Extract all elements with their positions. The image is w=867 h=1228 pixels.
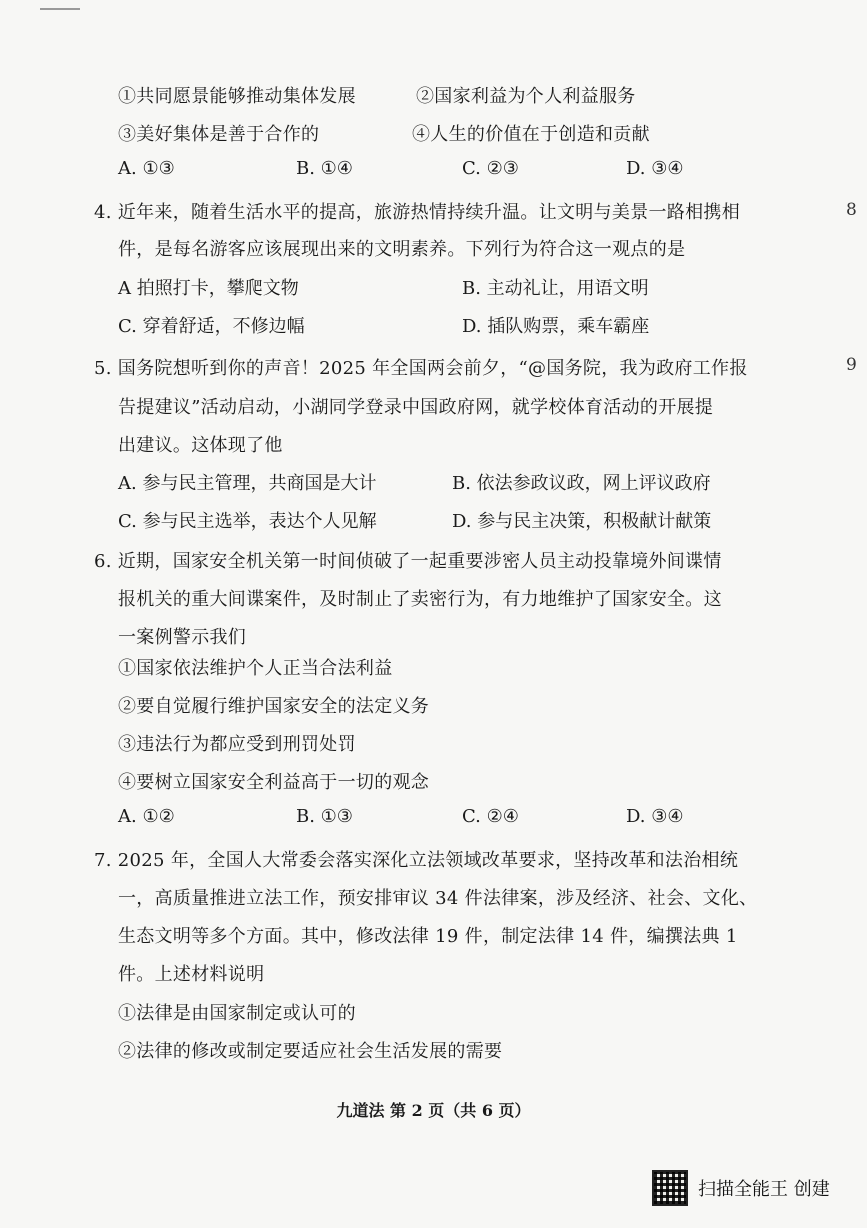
q3-item-1: ①共同愿景能够推动集体发展 <box>118 86 356 107</box>
q6-stem-line-1: 6. 近期，国家安全机关第一时间侦破了一起重要涉密人员主动投靠境外间谍情 <box>94 551 722 572</box>
q4-option-b: B. 主动礼让，用语文明 <box>462 278 649 299</box>
q3-option-b: B. ①④ <box>296 158 353 179</box>
q4-stem-line-2: 件，是每名游客应该展现出来的文明素养。下列行为符合这一观点的是 <box>118 239 686 260</box>
q4-option-c: C. 穿着舒适，不修边幅 <box>118 316 305 337</box>
q3-option-c: C. ②③ <box>462 158 519 179</box>
q7-stem-line-4: 件。上述材料说明 <box>118 964 265 985</box>
scan-edge-mark <box>40 8 80 10</box>
q3-item-3: ③美好集体是善于合作的 <box>118 124 320 145</box>
q6-item-4: ④要树立国家安全利益高于一切的观念 <box>118 772 430 793</box>
q3-option-a: A. ①③ <box>118 158 175 179</box>
q5-stem-line-2: 告提建议”活动启动，小湖同学登录中国政府网，就学校体育活动的开展提 <box>118 397 714 418</box>
q3-option-d: D. ③④ <box>626 158 684 179</box>
q6-option-b: B. ①③ <box>296 806 353 827</box>
q6-option-d: D. ③④ <box>626 806 684 827</box>
q6-item-2: ②要自觉履行维护国家安全的法定义务 <box>118 696 430 717</box>
qr-code-icon <box>652 1170 688 1206</box>
q4-option-a: A 拍照打卡，攀爬文物 <box>118 278 299 299</box>
q6-option-c: C. ②④ <box>462 806 519 827</box>
edge-mark-9: 9 <box>846 355 857 375</box>
q5-stem-line-3: 出建议。这体现了他 <box>118 435 283 456</box>
q7-stem-line-3: 生态文明等多个方面。其中，修改法律 19 件，制定法律 14 件，编撰法典 1 <box>118 926 738 947</box>
scanner-watermark <box>652 1170 830 1206</box>
edge-mark-8: 8 <box>846 200 857 220</box>
q6-item-1: ①国家依法维护个人正当合法利益 <box>118 658 393 679</box>
q7-item-1: ①法律是由国家制定或认可的 <box>118 1003 356 1024</box>
q7-stem-line-1: 7. 2025 年，全国人大常委会落实深化立法领域改革要求，坚持改革和法治相统 <box>94 850 739 871</box>
q7-stem-line-2: 一，高质量推进立法工作，预安排审议 34 件法律案，涉及经济、社会、文化、 <box>118 888 758 909</box>
q6-stem-line-2: 报机关的重大间谍案件，及时制止了卖密行为，有力地维护了国家安全。这 <box>118 589 722 610</box>
q3-item-2: ②国家利益为个人利益服务 <box>416 86 636 107</box>
q5-option-b: B. 依法参政议政，网上评议政府 <box>452 473 711 494</box>
q4-option-d: D. 插队购票，乘车霸座 <box>462 316 650 337</box>
q6-item-3: ③违法行为都应受到刑罚处罚 <box>118 734 356 755</box>
q5-option-a: A. 参与民主管理，共商国是大计 <box>118 473 377 494</box>
q4-stem-line-1: 4. 近年来，随着生活水平的提高，旅游热情持续升温。让文明与美景一路相携相 <box>94 202 740 223</box>
q7-item-2: ②法律的修改或制定要适应社会生活发展的需要 <box>118 1041 503 1062</box>
q3-item-4: ④人生的价值在于创造和贡献 <box>412 124 650 145</box>
q5-option-d: D. 参与民主决策，积极献计献策 <box>452 511 712 532</box>
scanner-text: 扫描全能王 创建 <box>698 1179 830 1200</box>
q5-stem-line-1: 5. 国务院想听到你的声音！2025 年全国两会前夕，“@国务院，我为政府工作报 <box>94 358 748 379</box>
q5-option-c: C. 参与民主选举，表达个人见解 <box>118 511 377 532</box>
q6-stem-line-3: 一案例警示我们 <box>118 627 247 648</box>
page-footer: 九道法 第 2 页（共 6 页） <box>336 1101 531 1120</box>
q6-option-a: A. ①② <box>118 806 175 827</box>
